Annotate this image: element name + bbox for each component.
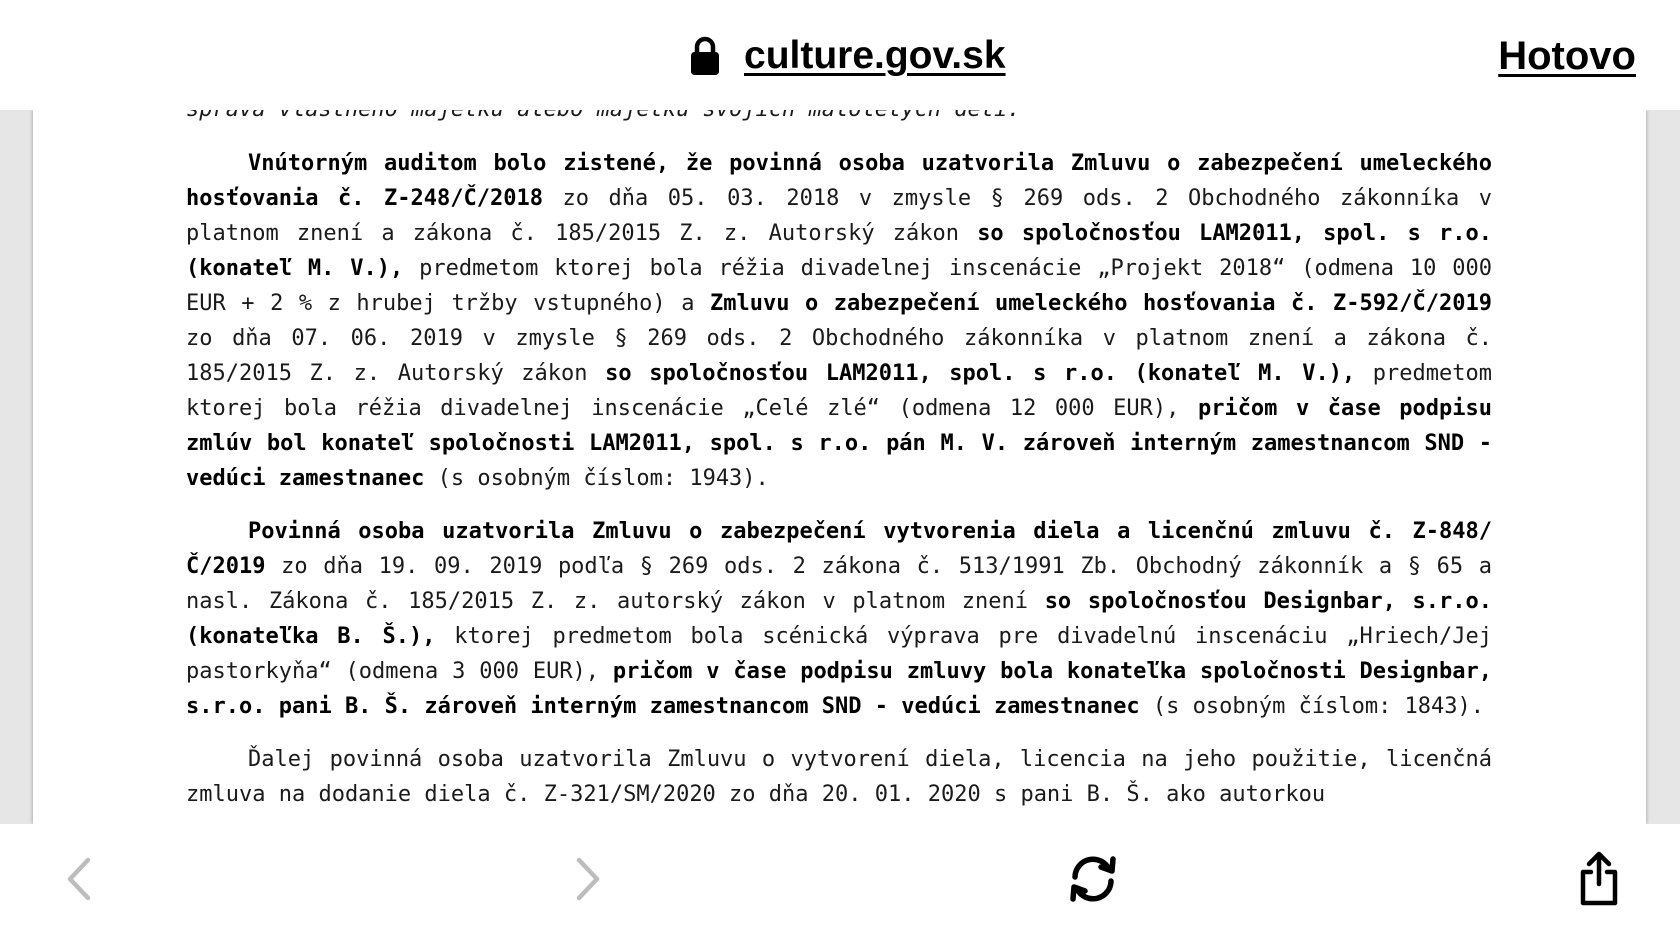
text-run: zo dňa 19. 09. 2019 podľa § 269 ods. 2 zákona č. 513/1991 Zb. Obchodný zákonník a § 65 a nasl. Zákona č. 185/2015 Z. z. autorský zákon v platnom znení — [186, 554, 1492, 614]
lock-icon — [690, 36, 720, 76]
document-text — [186, 110, 1492, 830]
done-button[interactable]: Hotovo — [1498, 30, 1636, 82]
bold-text-run: so spoločnosťou LAM2011, spol. s r.o. (konateľ M. V.), — [605, 361, 1356, 386]
document-viewer[interactable] — [0, 110, 1680, 824]
bold-text-run: pričom v čase podpisu zmlúv bol konateľ spoločnosti LAM2011, spol. s r.o. pán M. V. zároveň interným zamestnancom SND - vedúci zamestnanec — [186, 396, 1492, 491]
reload-icon — [1065, 853, 1121, 905]
chevron-right-icon — [573, 856, 603, 902]
url-text[interactable]: culture.gov.sk — [744, 34, 1006, 77]
paragraph-audit-lam2011 — [186, 146, 1492, 496]
text-run: ktorej predmetom bola scénická výprava pre divadelnú inscenáciu „Hriech/Jej pastorkyňa“ (odmena 3 000 EUR), — [186, 624, 1492, 684]
forward-button[interactable] — [553, 844, 623, 914]
bold-text-run: Vnútorným auditom bolo zistené, že povinná osoba uzatvorila Zmluvu o zabezpečení umeleckého hosťovania č. Z-248/Č/2018 — [186, 151, 1492, 211]
paragraph-designbar — [186, 514, 1492, 724]
reload-button[interactable] — [1058, 844, 1128, 914]
bold-text-run: so spoločnosťou Designbar, s.r.o. (konateľka B. Š.), — [186, 589, 1492, 649]
text-run: predmetom ktorej bola réžia divadelnej inscenácie „Projekt 2018“ (odmena 10 000 EUR + 2 % z hrubej tržby vstupného) a — [186, 256, 1493, 316]
document-page — [33, 110, 1646, 824]
back-button[interactable] — [44, 844, 114, 914]
share-button[interactable] — [1564, 844, 1634, 914]
bottom-toolbar — [0, 824, 1680, 945]
bold-text-run: pričom v čase podpisu zmluvy bola konateľka spoločnosti Designbar, s.r.o. pani B. Š. zároveň interným zamestnancom SND - vedúci zamestnanec — [186, 659, 1493, 719]
text-run: (s osobným číslom: 1843). — [1139, 694, 1485, 719]
bold-text-run: so spoločnosťou LAM2011, spol. s r.o. (konateľ M. V.), — [186, 221, 1492, 281]
share-icon — [1577, 851, 1621, 907]
bold-text-run: Povinná osoba uzatvorila Zmluvu o zabezpečení vytvorenia diela a licenčnú zmluvu č. Z-848/Č/2019 — [186, 519, 1492, 579]
address-bar[interactable] — [690, 30, 1006, 82]
text-run: zo dňa 05. 03. 2018 v zmysle § 269 ods. 2 Obchodného zákonníka v platnom znení a zákona č. 185/2015 Z. z. Autorský zákon — [186, 186, 1493, 246]
text-run: predmetom ktorej bola réžia divadelnej inscenácie „Celé zlé“ (odmena 12 000 EUR), — [186, 361, 1492, 421]
text-run: zo dňa 07. 06. 2019 v zmysle § 269 ods. 2 Obchodného zákonníka v platnom znení a zákona č. 185/2015 Z. z. Autorský zákon — [186, 326, 1492, 386]
paragraph-further-contract: Ďalej povinná osoba uzatvorila Zmluvu o vytvorení diela, licencia na jeho použitie, licenčná zmluva na dodanie diela č. Z-321/SM/2020 zo dňa 20. 01. 2020 s pani B. Š. ako autorkou — [186, 747, 1492, 807]
top-bar — [0, 0, 1680, 110]
text-run: (s osobným číslom: 1943). — [424, 466, 769, 491]
bold-text-run: Zmluvu o zabezpečení umeleckého hosťovania č. Z-592/Č/2019 — [710, 291, 1492, 316]
chevron-left-icon — [64, 856, 94, 902]
